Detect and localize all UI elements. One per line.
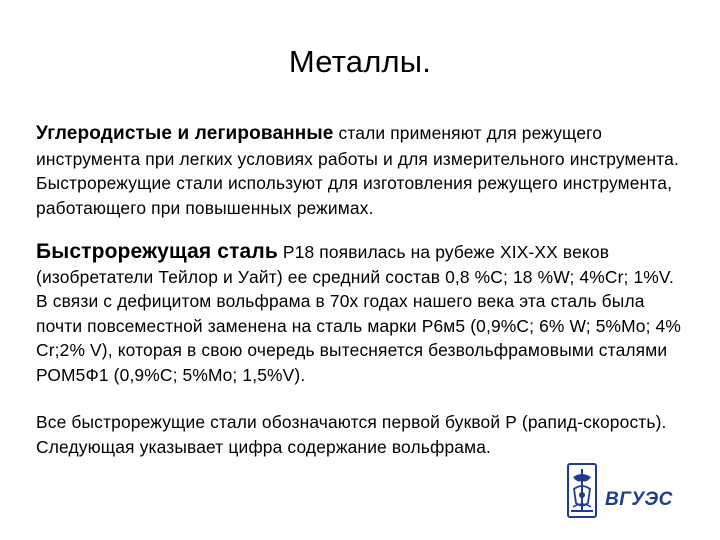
logo-text: ВГУЭС (605, 489, 673, 510)
slide-title: Металлы. (288, 44, 432, 79)
paragraph-lead-bold: Углеродистые и легированные (36, 123, 334, 144)
paragraph-lead-bold: Быстрорежущая сталь (36, 240, 278, 263)
paragraph-designation (36, 410, 686, 459)
paragraph-high-speed-steel (36, 240, 686, 387)
paragraph-body: Р18 появилась на рубеже XIX-XX веков (изобретатели Тейлор и Уайт) ее средний состав 0,8 %С; 18 %W; 4%Cr; 1%V. В связи с дефицитом вольфрама в 70х годах нашего века эта сталь была почти повсеместной заменена на сталь марки Р6м5 (0,9%С; 6% W; 5%Mo; 4% Cr;2% V), которая в свою очередь вытесняется безвольфрамовыми сталями РОМ5Ф1 (0,9%С; 5%Mo; 1,5%V). (36, 242, 681, 385)
paragraph-body: стали применяют для режущего инструмента при легких условиях работы и для измерительного инструмента. Быстрорежущие стали используют для изготовления режущего инструмента, работающего при повышенных режимах. (36, 123, 679, 218)
paragraph-body: Все быстрорежущие стали обозначаются первой буквой Р (рапид-скорость). Следующая указывает цифра содержание вольфрама. (36, 412, 667, 457)
university-logo (567, 463, 677, 518)
paragraph-carbon-steels (36, 121, 686, 220)
coat-of-arms-icon (567, 463, 597, 518)
